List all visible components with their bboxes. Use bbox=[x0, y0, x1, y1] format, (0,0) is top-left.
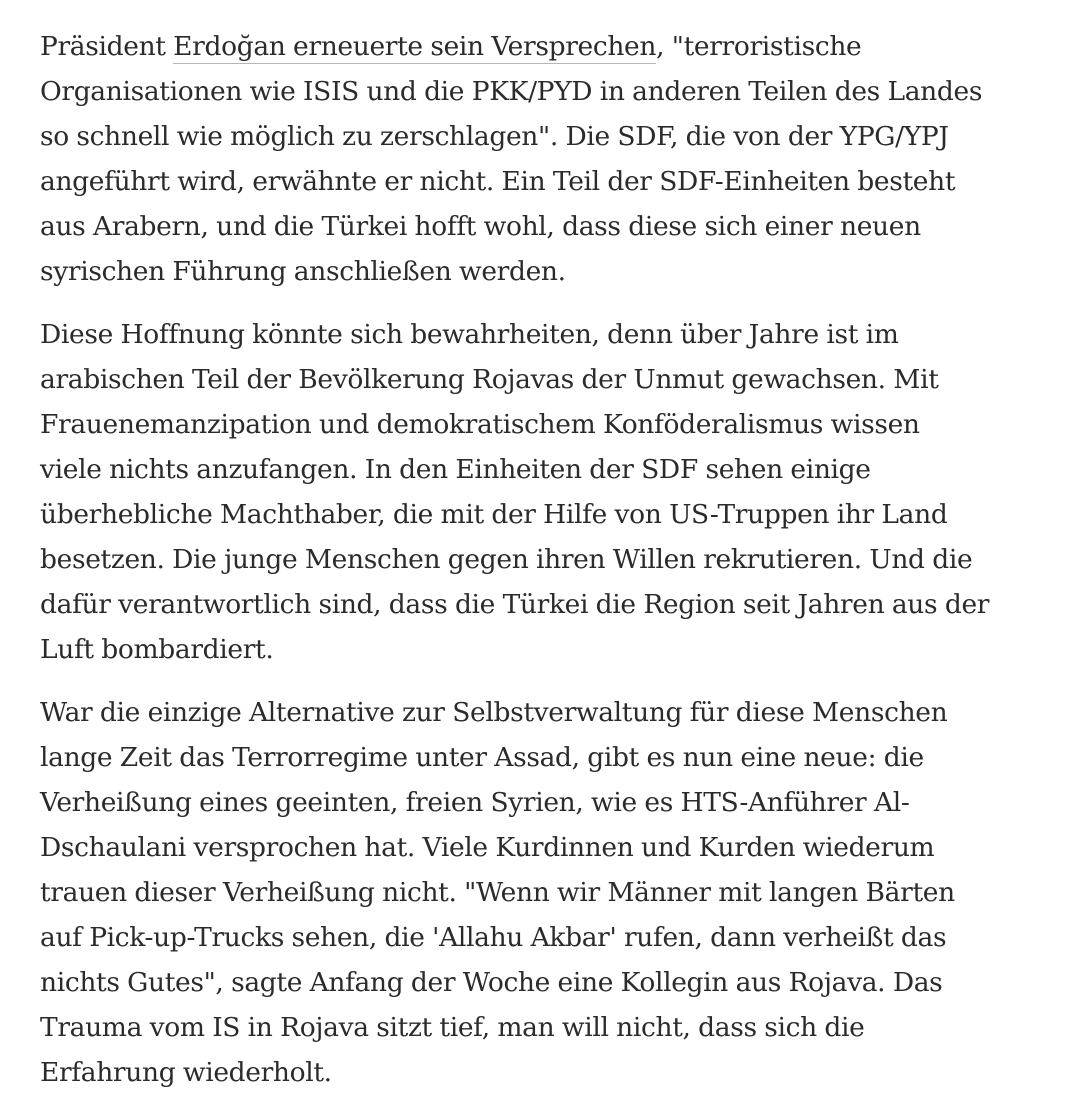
text-line bbox=[40, 357, 1030, 402]
text-segment: Diese Hoffnung könnte sich bewahrheiten, denn über Jahre ist im bbox=[40, 319, 899, 350]
text-line bbox=[40, 69, 1030, 114]
text-segment: Frauenemanzipation und demokratischem Konföderalismus wissen bbox=[40, 409, 920, 440]
text-line bbox=[40, 114, 1030, 159]
text-segment: nichts Gutes", sagte Anfang der Woche eine Kollegin aus Rojava. Das bbox=[40, 967, 943, 998]
text-segment: Luft bombardiert. bbox=[40, 634, 274, 665]
text-segment: angeführt wird, erwähnte er nicht. Ein Teil der SDF-Einheiten besteht bbox=[40, 166, 956, 197]
text-line bbox=[40, 24, 1030, 69]
text-segment: Präsident bbox=[40, 31, 174, 62]
paragraph-3 bbox=[40, 690, 1030, 1095]
text-segment: War die einzige Alternative zur Selbstverwaltung für diese Menschen bbox=[40, 697, 948, 728]
text-segment: auf Pick-up-Trucks sehen, die 'Allahu Akbar' rufen, dann verheißt das bbox=[40, 922, 947, 953]
text-segment: Organisationen wie ISIS und die PKK/PYD in anderen Teilen des Landes bbox=[40, 76, 983, 107]
text-line bbox=[40, 249, 1030, 294]
text-segment: Dschaulani versprochen hat. Viele Kurdinnen und Kurden wiederum bbox=[40, 832, 935, 863]
text-segment: , "terroristische bbox=[656, 31, 862, 62]
text-segment: besetzen. Die junge Menschen gegen ihren Willen rekrutieren. Und die bbox=[40, 544, 973, 575]
text-line bbox=[40, 312, 1030, 357]
article-body bbox=[40, 24, 1030, 1095]
text-segment: lange Zeit das Terrorregime unter Assad, gibt es nun eine neue: die bbox=[40, 742, 924, 773]
text-line bbox=[40, 204, 1030, 249]
text-line bbox=[40, 915, 1030, 960]
text-line bbox=[40, 960, 1030, 1005]
text-segment: dafür verantwortlich sind, dass die Türkei die Region seit Jahren aus der bbox=[40, 589, 990, 620]
text-line bbox=[40, 537, 1030, 582]
paragraph-2 bbox=[40, 312, 1030, 672]
text-segment: syrischen Führung anschließen werden. bbox=[40, 256, 566, 287]
inline-link[interactable]: Erdoğan erneuerte sein Versprechen bbox=[173, 31, 657, 62]
text-segment: arabischen Teil der Bevölkerung Rojavas der Unmut gewachsen. Mit bbox=[40, 364, 939, 395]
text-line bbox=[40, 627, 1030, 672]
text-segment: so schnell wie möglich zu zerschlagen". Die SDF, die von der YPG/YPJ bbox=[40, 121, 949, 152]
text-line bbox=[40, 825, 1030, 870]
text-line bbox=[40, 690, 1030, 735]
text-segment: Erfahrung wiederholt. bbox=[40, 1057, 332, 1088]
text-line bbox=[40, 735, 1030, 780]
text-line bbox=[40, 402, 1030, 447]
text-segment: überhebliche Machthaber, die mit der Hilfe von US-Truppen ihr Land bbox=[40, 499, 948, 530]
text-line bbox=[40, 492, 1030, 537]
text-line bbox=[40, 870, 1030, 915]
text-segment: trauen dieser Verheißung nicht. "Wenn wir Männer mit langen Bärten bbox=[40, 877, 955, 908]
text-segment: viele nichts anzufangen. In den Einheiten der SDF sehen einige bbox=[40, 454, 871, 485]
text-line bbox=[40, 159, 1030, 204]
text-line bbox=[40, 1050, 1030, 1095]
text-segment: Verheißung eines geeinten, freien Syrien, wie es HTS-Anführer Al- bbox=[40, 787, 910, 818]
text-line bbox=[40, 1005, 1030, 1050]
text-segment: aus Arabern, und die Türkei hofft wohl, dass diese sich einer neuen bbox=[40, 211, 921, 242]
paragraph-1 bbox=[40, 24, 1030, 294]
text-segment: Trauma vom IS in Rojava sitzt tief, man will nicht, dass sich die bbox=[40, 1012, 865, 1043]
text-line bbox=[40, 447, 1030, 492]
text-line bbox=[40, 780, 1030, 825]
text-line bbox=[40, 582, 1030, 627]
